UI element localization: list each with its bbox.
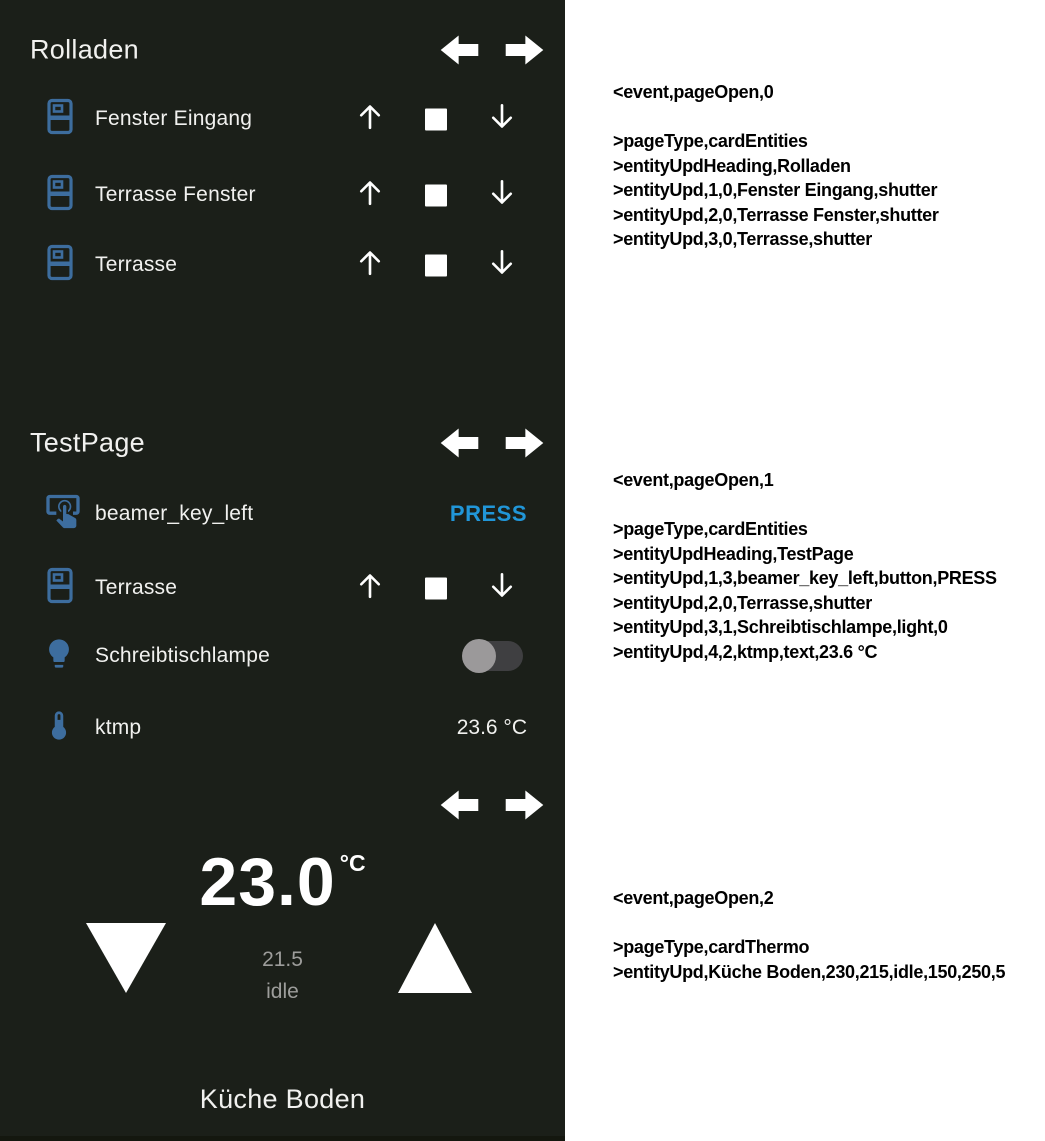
page-navigation [439,33,545,68]
window-shutter-icon [42,566,78,606]
entity-row-terrasse-fenster [0,173,565,217]
page-prev-arrow-icon [439,33,480,68]
panel-bottom-strip [0,1136,565,1141]
prev-page-button[interactable] [439,426,480,461]
page-title: TestPage [30,427,145,458]
card-thermo-header [0,783,565,827]
protocol-line: >pageType,cardThermo [613,937,810,957]
protocol-line: >entityUpd,Küche Boden,230,215,idle,150,250,5 [613,961,1006,982]
shutter-down-icon [487,247,517,279]
protocol-line: >entityUpd,2,0,Terrasse,shutter [613,592,872,613]
shutter-up-button[interactable] [355,177,385,214]
page-prev-arrow-icon [439,426,480,461]
window-shutter-icon [42,566,78,611]
entity-label: Fenster Eingang [95,107,253,130]
shutter-stop-button[interactable] [425,577,447,599]
shutter-controls [355,177,517,214]
shutter-up-icon [355,101,385,133]
shutter-down-icon [487,101,517,133]
toggle-knob [462,639,496,673]
protocol-block-page0 [613,80,1038,252]
entity-label: beamer_key_left [95,502,254,525]
temperature-unit: °C [339,850,366,876]
shutter-controls [355,247,517,284]
page-next-arrow-icon [504,426,545,461]
window-shutter-icon [42,243,78,283]
window-shutter-icon [42,243,78,288]
thermometer-icon [42,707,76,750]
protocol-line: >entityUpd,4,2,ktmp,text,23.6 °C [613,641,878,662]
protocol-line: >entityUpd,2,0,Terrasse Fenster,shutter [613,204,939,225]
temperature-value: 23.0 [199,844,336,920]
protocol-line: >pageType,cardEntities [613,519,808,539]
card-testpage-header [0,421,565,465]
protocol-line: >pageType,cardEntities [613,131,808,151]
shutter-stop-button[interactable] [425,184,447,206]
entity-row-terrasse-2 [0,566,565,610]
window-shutter-icon [42,173,78,218]
entity-row-schreibtischlampe [0,634,565,678]
thermostat-title: Küche Boden [199,1084,366,1114]
window-shutter-icon [42,173,78,213]
protocol-block-page2 [613,886,1038,984]
protocol-event-line: <event,pageOpen,1 [613,470,774,490]
window-shutter-icon [42,97,78,137]
page-next-arrow-icon [504,788,545,823]
card-rolladen-header [0,28,565,72]
protocol-event-line: <event,pageOpen,2 [613,888,774,908]
shutter-down-icon [487,570,517,602]
shutter-down-button[interactable] [487,101,517,138]
protocol-event-line: <event,pageOpen,0 [613,82,774,102]
protocol-line: >entityUpd,3,1,Schreibtischlampe,light,0 [613,617,948,637]
next-page-button[interactable] [504,33,545,68]
prev-page-button[interactable] [439,33,480,68]
current-temperature [0,843,565,921]
shutter-up-icon [355,247,385,279]
entity-row-fenster-eingang [0,97,565,141]
page-next-arrow-icon [504,33,545,68]
prev-page-button[interactable] [439,788,480,823]
shutter-stop-button[interactable] [425,254,447,276]
hvac-state: idle [266,980,299,1003]
page-prev-arrow-icon [439,788,480,823]
shutter-down-button[interactable] [487,570,517,607]
shutter-up-icon [355,177,385,209]
entity-row-ktmp [0,706,565,750]
protocol-line: >entityUpd,1,0,Fenster Eingang,shutter [613,180,938,200]
entity-row-beamer-key-left [0,492,565,536]
shutter-controls [355,570,517,607]
protocol-block-page1 [613,468,1038,664]
shutter-up-icon [355,570,385,602]
entity-row-terrasse [0,243,565,287]
entity-label: Terrasse Fenster [95,183,256,206]
shutter-up-button[interactable] [355,570,385,607]
protocol-line: >entityUpd,3,0,Terrasse,shutter [613,229,872,249]
light-toggle-switch[interactable] [465,641,523,671]
protocol-line: >entityUpdHeading,TestPage [613,543,854,564]
shutter-down-icon [487,177,517,209]
next-page-button[interactable] [504,426,545,461]
protocol-line: >entityUpd,1,3,beamer_key_left,button,PRESS [613,568,997,588]
shutter-stop-button[interactable] [425,108,447,130]
window-shutter-icon [42,97,78,142]
shutter-controls [355,101,517,138]
protocol-line: >entityUpdHeading,Rolladen [613,155,851,176]
entity-label: ktmp [95,716,142,739]
entity-label: Terrasse [95,576,178,599]
page-navigation [439,426,545,461]
setpoint-temperature: 21.5 [262,948,303,971]
entity-label: Schreibtischlampe [95,644,270,667]
shutter-down-button[interactable] [487,177,517,214]
next-page-button[interactable] [504,788,545,823]
page-navigation [439,788,545,823]
shutter-up-button[interactable] [355,101,385,138]
page-title: Rolladen [30,34,139,65]
shutter-down-button[interactable] [487,247,517,284]
entity-label: Terrasse [95,253,178,276]
lightbulb-icon [42,635,76,678]
gesture-tap-button-icon [42,492,84,537]
shutter-up-button[interactable] [355,247,385,284]
sensor-value: 23.6 °C [456,716,527,739]
press-button[interactable]: PRESS [449,501,527,526]
